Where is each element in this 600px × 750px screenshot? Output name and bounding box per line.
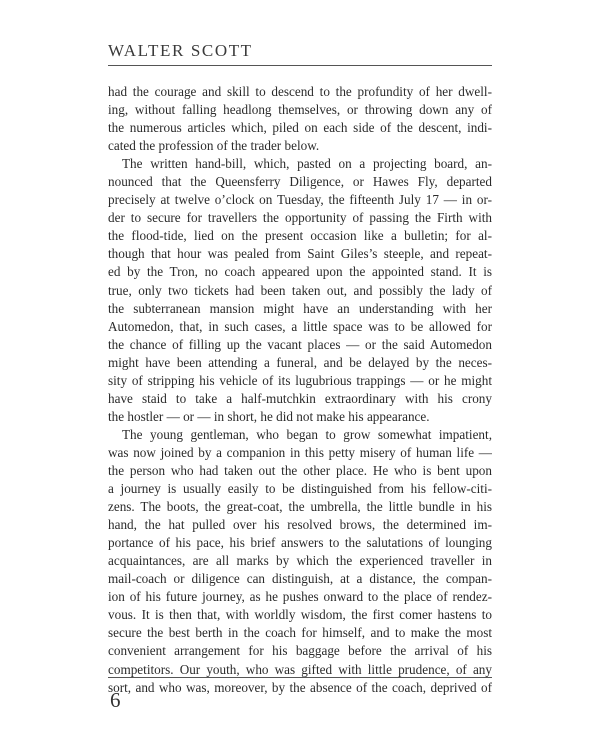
text-line: vous. It is then that, with worldly wisdom, the first comer hastens to	[108, 607, 492, 623]
running-head: WALTER SCOTT	[108, 41, 253, 60]
text-line: though that hour was pealed from Saint Giles’s steeple, and repeat-	[108, 246, 492, 262]
page-number: 6	[110, 688, 121, 712]
text-line: competitors. Our youth, who was gifted with little prudence, of any	[108, 661, 492, 677]
text-line: sort, and who was, moreover, by the absence of the coach, deprived of	[108, 679, 492, 695]
text-line: the hostler — or — in short, he did not make his appearance.	[108, 408, 430, 424]
text-line: ed by the Tron, no coach appeared upon the appointed stand. It is	[108, 264, 492, 280]
text-line: ion of his future journey, as he pushes onward to the place of rendez-	[108, 589, 492, 605]
text-line: nounced that the Queensferry Diligence, or Hawes Fly, departed	[108, 174, 492, 190]
text-line: mail-coach or diligence can distinguish, at a distance, the compan-	[108, 571, 492, 587]
text-line: the person who had taken out the other place. He who is bent upon	[108, 462, 492, 478]
text-line: hand, the hat pulled over his resolved brows, the determined im-	[108, 517, 492, 533]
text-line: Automedon, that, in such cases, a little space was to be allowed for	[108, 318, 492, 334]
text-line: secure the best berth in the coach for himself, and to make the most	[108, 625, 492, 641]
text-line: might have been attending a funeral, and be delayed by the neces-	[108, 354, 492, 370]
text-line: the subterranean mansion might have an understanding with her	[108, 300, 492, 316]
text-line: der to secure for travellers the opportunity of passing the Firth with	[108, 210, 492, 226]
text-line: the flood-tide, lied on the present occasion like a bulletin; for al-	[108, 228, 492, 244]
text-line: had the courage and skill to descend to the profundity of her dwell-	[108, 84, 492, 99]
text-line: true, only two tickets had been taken out, and possibly the lady of	[108, 282, 492, 298]
text-line: ing, without falling headlong themselves, or throwing down any of	[108, 102, 492, 118]
text-line: was now joined by a companion in this petty misery of human life —	[108, 444, 492, 460]
text-line: the chance of filling up the vacant places — or the said Automedon	[108, 336, 492, 352]
text-line: The written hand-bill, which, pasted on a projecting board, an-	[122, 156, 492, 172]
text-line: precisely at twelve o’clock on Tuesday, the fifteenth July 17 — in or-	[108, 192, 492, 208]
header-rule	[108, 65, 492, 66]
text-line: portance of his pace, his brief answers to the salutations of lounging	[108, 535, 492, 551]
text-line: cated the profession of the trader below.	[108, 138, 320, 154]
text-line: zens. The boots, the great-coat, the umbrella, the little bundle in his	[108, 499, 492, 515]
text-line: sity of stripping his vehicle of its lugubrious trappings — or he might	[108, 372, 492, 388]
text-line: acquaintances, are all marks by which the experienced traveller in	[108, 553, 492, 569]
text-line: The young gentleman, who began to grow somewhat impatient,	[122, 426, 492, 442]
text-line: convenient arrangement for his baggage before the arrival of his	[108, 643, 492, 659]
text-line: have staid to take a half-mutchkin extraordinary with his crony	[108, 390, 492, 406]
text-line: a journey is usually easily to be distinguished from his fellow-citi-	[108, 481, 492, 497]
text-line: the numerous articles which, piled on each side of the descent, indi-	[108, 120, 492, 136]
footer-rule	[108, 677, 492, 678]
body-text	[108, 83, 492, 697]
